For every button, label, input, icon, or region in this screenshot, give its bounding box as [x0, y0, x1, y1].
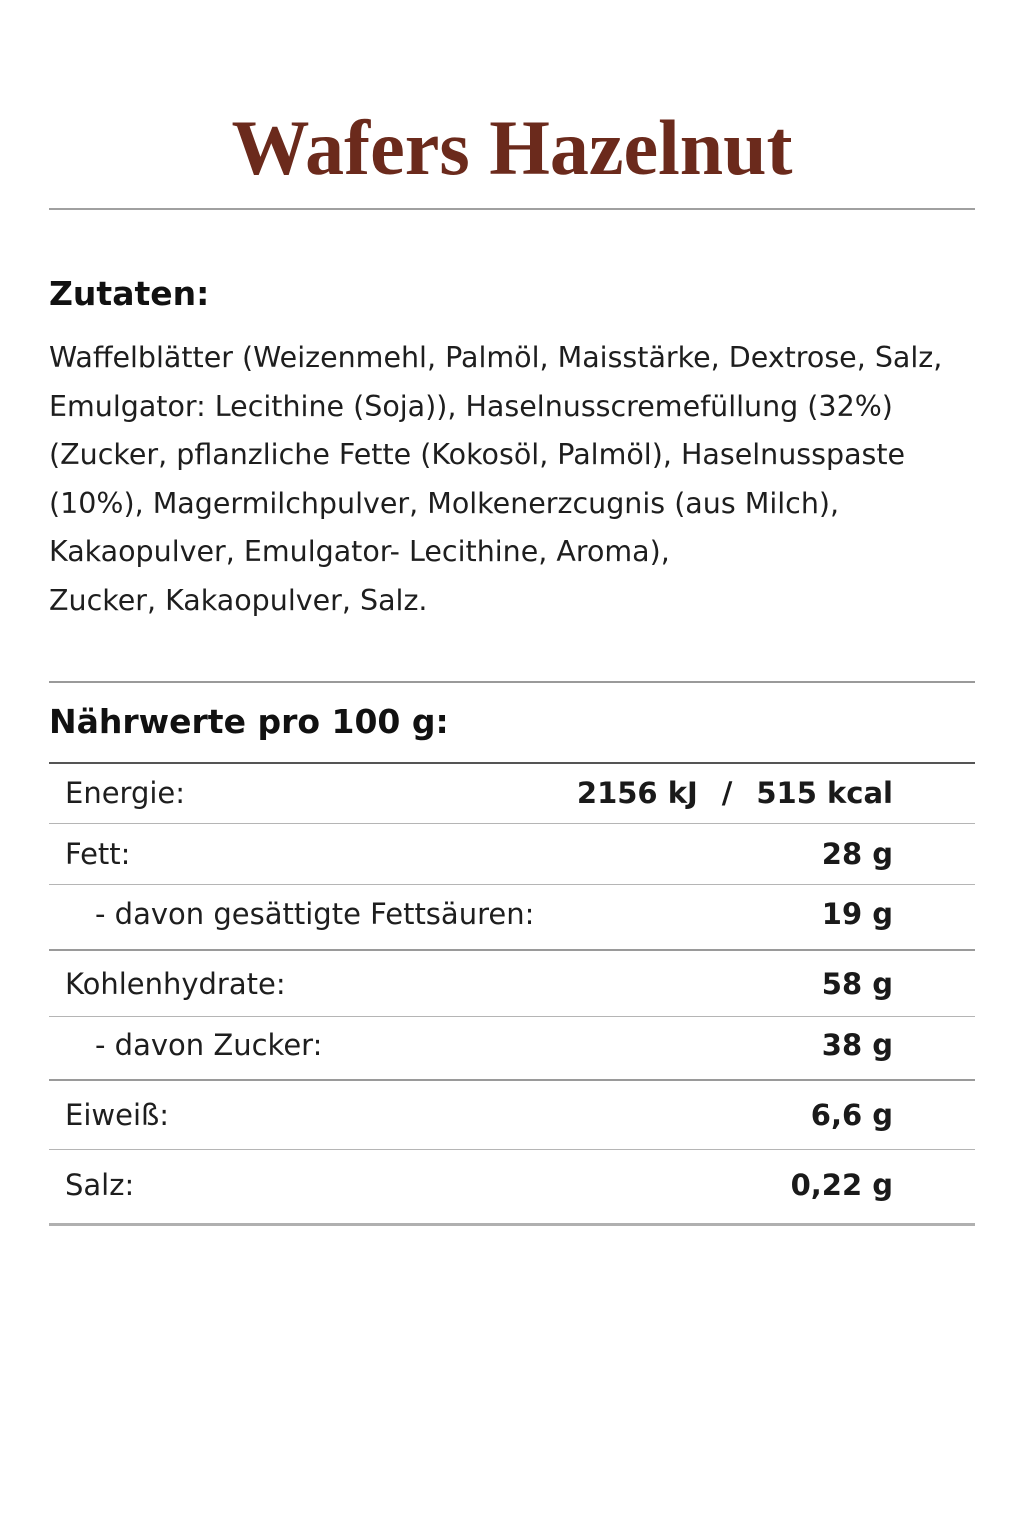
nutrition-value: 0,22 g [790, 1168, 893, 1202]
nutrition-row-sugar [49, 1017, 975, 1081]
energy-value [577, 776, 893, 810]
nutrition-value: 58 g [821, 967, 893, 1001]
product-title: Wafers Hazelnut [231, 104, 793, 191]
nutrition-row-fat [49, 824, 975, 885]
ingredients-line: (10%), Magermilchpulver, Molkenerzcugnis (aus Milch), [49, 486, 840, 520]
nutrition-row-carbohydrates [49, 951, 975, 1017]
ingredients-heading: Zutaten: [49, 274, 210, 313]
nutrition-row-energy [49, 764, 975, 824]
energy-separator: / [721, 776, 733, 810]
nutrition-label: - davon gesättigte Fettsäuren: [95, 897, 535, 931]
nutrition-row-salt [49, 1150, 975, 1226]
nutrition-row-protein [49, 1081, 975, 1150]
nutrition-label: Fett: [65, 837, 131, 871]
nutrition-heading: Nährwerte pro 100 g: [49, 702, 449, 741]
ingredients-text [49, 334, 979, 625]
nutrition-label: Kohlenhydrate: [65, 967, 286, 1001]
nutrition-value: 38 g [821, 1028, 893, 1062]
energy-kcal: 515 kcal [756, 776, 893, 810]
nutrition-value: 19 g [821, 897, 893, 931]
nutrition-label: Salz: [65, 1168, 135, 1202]
ingredients-line: Kakaopulver, Emulgator- Lecithine, Aroma), [49, 535, 670, 568]
nutrition-row-saturated-fat [49, 885, 975, 951]
energy-kj: 2156 kJ [576, 776, 698, 810]
nutrition-value: 28 g [821, 837, 893, 871]
nutrition-table [49, 764, 975, 1226]
nutrition-value: 6,6 g [810, 1098, 893, 1132]
title-divider [49, 208, 975, 210]
ingredients-line: Emulgator: Lecithine (Soja)), Haselnusscremefüllung (32%) [49, 389, 893, 423]
nutrition-label: Energie: [65, 776, 186, 810]
nutrition-label: - davon Zucker: [95, 1028, 323, 1062]
nutrition-label: Eiweiß: [65, 1098, 170, 1132]
ingredients-line: Zucker, Kakaopulver, Salz. [49, 583, 428, 617]
ingredients-line: (Zucker, pflanzliche Fette (Kokosöl, Palmöl), Haselnusspaste [49, 438, 906, 471]
ingredients-line: Waffelblätter (Weizenmehl, Palmöl, Maisstärke, Dextrose, Salz, [49, 341, 943, 374]
nutrition-divider [49, 681, 975, 683]
